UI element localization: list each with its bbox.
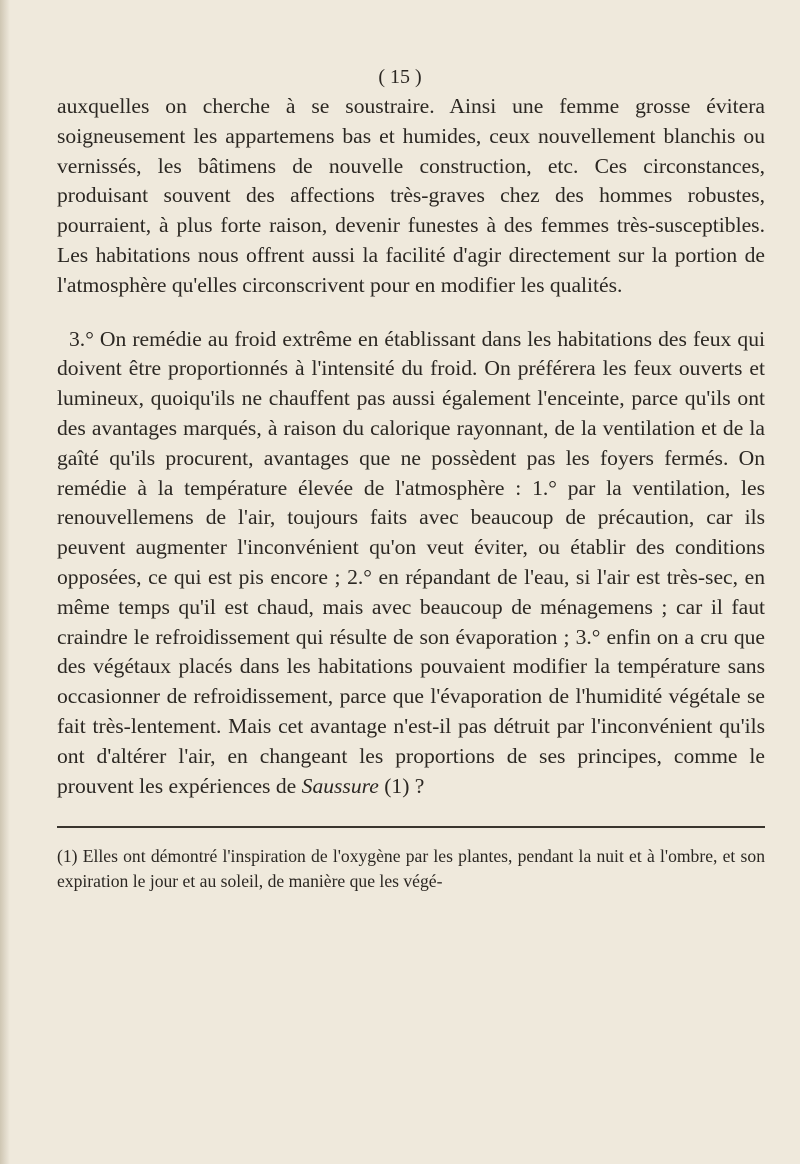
- paragraph-text: 3.° On remédie au froid extrême en établissant dans les habitations des feux qui doivent être proportionnés à l'intensité du froid. On préférera les feux ouverts et lumineux, quoiqu'ils ne chauffent pas aussi également l'enceinte, parce qu'ils ont des avantages marqués, à raison du calorique rayonnant, de la ventilation et de la gaîté qu'ils procurent, avantages que ne possèdent pas les foyers fermés. On remédie à la température élevée de l'atmosphère : 1.° par la ventilation, les renouvellemens de l'air, toujours faits avec beaucoup de précaution, car ils peuvent augmenter l'inconvénient qu'on veut éviter, ou établir des conditions opposées, ce qui est pis encore ; 2.° en répandant de l'eau, si l'air est très-sec, en même temps qu'il est chaud, mais avec beaucoup de ménagemens ; car il faut craindre le refroidissement qui résulte de son évaporation ; 3.° enfin on a cru que des végétaux placés dans les habitations pouvaient modifier la température sans occasionner de refroidissement, parce que l'évaporation de l'humidité végétale se fait très-lentement. Mais cet avantage n'est-il pas détruit par l'inconvénient qu'ils ont d'altérer l'air, en changeant les proportions de ses principes, comme le prouvent les expériences de: [57, 326, 765, 798]
- paragraph-heating-cooling: [57, 325, 765, 802]
- footnote: (1) Elles ont démontré l'inspiration de l'oxygène par les plantes, pendant la nuit et à l'ombre, et son expiration le jour et au soleil, de manière que les végé-: [57, 846, 765, 891]
- page-edge-shadow: [0, 0, 10, 1164]
- footnote-divider: [57, 826, 765, 828]
- body-text: [57, 92, 765, 801]
- footnote-reference: (1) ?: [378, 773, 425, 798]
- page-number: ( 15 ): [378, 66, 422, 88]
- author-name: Saussure: [301, 773, 379, 798]
- paragraph-continuation: auxquelles on cherche à se soustraire. Ainsi une femme grosse évitera soigneusement les appartemens bas et humides, ceux nouvellement blanchis ou vernissés, les bâtimens de nouvelle construction, etc. Ces circonstances, produisant souvent des affections très-graves chez des hommes robustes, pourraient, à plus forte raison, devenir funestes à des femmes très-susceptibles. Les habitations nous offrent aussi la facilité d'agir directement sur la portion de l'atmosphère qu'elles circonscrivent pour en modifier les qualités.: [57, 94, 765, 297]
